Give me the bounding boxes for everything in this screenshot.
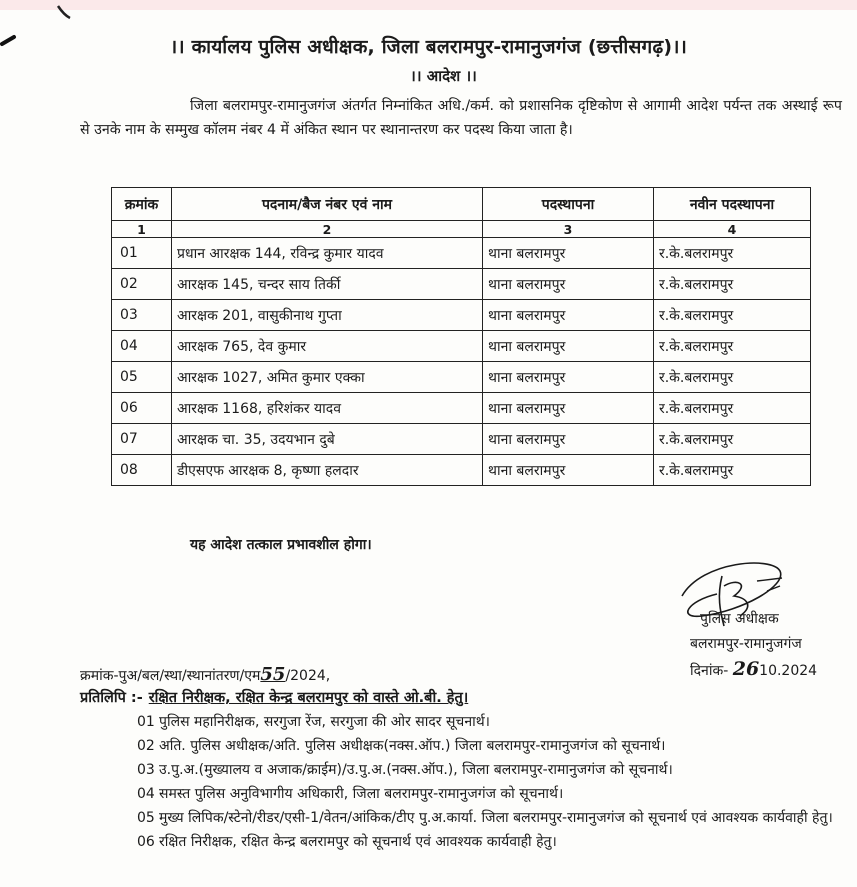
name-cell: प्रधान आरक्षक 144, रविन्द्र कुमार यादव: [172, 238, 483, 269]
column-number-row: [112, 221, 811, 238]
table-row: [112, 300, 811, 331]
table-row: [112, 331, 811, 362]
intro-text: जिला बलरामपुर-रामानुजगंज अंतर्गत निम्नांकित अधि./कर्म. को प्रशासनिक दृष्टिकोण से आगामी आदेश पर्यन्त तक अस्थाई रूप से उनके नाम के सम्मुख कॉलम नंबर 4 में अंकित स्थान पर स्थानान्तरण कर पदस्थ किया जाता है।: [80, 98, 842, 138]
list-item: [137, 830, 847, 854]
serial-cell: 08: [112, 455, 172, 486]
table-row: [112, 393, 811, 424]
list-item-number: 04: [137, 786, 155, 802]
name-cell: आरक्षक चा. 35, उदयभान दुबे: [172, 424, 483, 455]
office-title: ।। कार्यालय पुलिस अधीक्षक, जिला बलरामपुर-रामानुजगंज (छत्तीसगढ़)।।: [169, 36, 688, 58]
list-item-number: 03: [137, 762, 155, 778]
posting-cell: थाना बलरामपुर: [483, 424, 654, 455]
new-posting-cell: र.के.बलरामपुर: [654, 238, 811, 269]
distribution-list: [137, 710, 847, 854]
new-posting-cell: र.के.बलरामपुर: [654, 393, 811, 424]
table-row: [112, 238, 811, 269]
list-item-number: 05: [137, 810, 155, 826]
posting-cell: थाना बलरामपुर: [483, 362, 654, 393]
new-posting-cell: र.के.बलरामपुर: [654, 331, 811, 362]
list-item-number: 02: [137, 738, 155, 754]
name-cell: डीएसएफ आरक्षक 8, कृष्णा हलदार: [172, 455, 483, 486]
signature-block: [690, 607, 817, 684]
new-posting-cell: र.के.बलरामपुर: [654, 455, 811, 486]
table-row: [112, 362, 811, 393]
header-posting: पदस्थापना: [483, 188, 654, 221]
order-heading: ।। आदेश ।।: [410, 67, 477, 85]
reference-prefix: क्रमांक-पुअ/बल/स्था/स्थानांतरण/एम: [80, 668, 261, 684]
serial-cell: 04: [112, 331, 172, 362]
list-item-text: पुलिस महानिरीक्षक, सरगुजा रेंज, सरगुजा की ओर सादर सूचनार्थ।: [159, 714, 490, 730]
posting-cell: थाना बलरामपुर: [483, 331, 654, 362]
name-cell: आरक्षक 765, देव कुमार: [172, 331, 483, 362]
list-item-text: रक्षित निरीक्षक, रक्षित केन्द्र बलरामपुर को सूचनार्थ एवं आवश्यक कार्यवाही हेतु।: [159, 834, 557, 850]
date-label: दिनांक-: [690, 663, 729, 679]
top-edge-strip: [0, 0, 857, 10]
table-row: [112, 424, 811, 455]
list-item-text: अति. पुलिस अधीक्षक/अति. पुलिस अधीक्षक(नक्स.ऑप.) जिला बलरामपुर-रामानुजगंज को सूचनार्थ।: [159, 738, 666, 754]
new-posting-cell: र.के.बलरामपुर: [654, 362, 811, 393]
list-item-text: समस्त पुलिस अनुविभागीय अधिकारी, जिला बलरामपुर-रामानुजगंज को सूचनार्थ।: [159, 786, 564, 802]
new-posting-cell: र.के.बलरामपुर: [654, 300, 811, 331]
date-rest: 10.2024: [759, 663, 818, 679]
transfer-table: [111, 187, 811, 486]
posting-cell: थाना बलरामपुर: [483, 238, 654, 269]
reference-suffix: /2024,: [285, 668, 331, 684]
list-item: [137, 734, 847, 758]
serial-cell: 07: [112, 424, 172, 455]
serial-cell: 01: [112, 238, 172, 269]
column-number: 3: [483, 221, 654, 238]
table-row: [112, 455, 811, 486]
list-item-number: 01: [137, 714, 155, 730]
header-name: पदनाम/बैज नंबर एवं नाम: [172, 188, 483, 221]
table-row: [112, 269, 811, 300]
copy-label: प्रतिलिपि :-: [80, 690, 143, 706]
column-number: 4: [654, 221, 811, 238]
serial-cell: 05: [112, 362, 172, 393]
table-header-row: [112, 188, 811, 221]
sp-designation: पुलिस अधीक्षक: [700, 611, 779, 627]
list-item: [137, 782, 847, 806]
serial-cell: 06: [112, 393, 172, 424]
reference-handwritten-number: 55: [260, 664, 286, 685]
order-date: [690, 657, 817, 684]
list-item-text: उ.पु.अ.(मुख्यालय व अजाक/क्राईम)/उ.पु.अ.(नक्स.ऑप.), जिला बलरामपुर-रामानुजगंज को सूचनार्थ।: [159, 762, 673, 778]
column-number: 1: [112, 221, 172, 238]
name-cell: आरक्षक 201, वासुकीनाथ गुप्ता: [172, 300, 483, 331]
name-cell: आरक्षक 1027, अमित कुमार एक्का: [172, 362, 483, 393]
copy-to-line: [80, 687, 468, 707]
sp-district: बलरामपुर-रामानुजगंज: [690, 636, 802, 652]
header-serial: क्रमांक: [112, 188, 172, 221]
reference-number: [80, 664, 330, 685]
intro-paragraph: [80, 94, 842, 142]
posting-cell: थाना बलरामपुर: [483, 393, 654, 424]
date-day: 26: [732, 658, 760, 680]
posting-cell: थाना बलरामपुर: [483, 455, 654, 486]
list-item: [137, 710, 847, 734]
copy-target: रक्षित निरीक्षक, रक्षित केन्द्र बलरामपुर को वास्ते ओ.बी. हेतु।: [148, 690, 469, 706]
list-item-number: 06: [137, 834, 155, 850]
list-item: [137, 758, 847, 782]
list-item: [137, 806, 847, 830]
effective-statement: यह आदेश तत्काल प्रभावशील होगा।: [190, 537, 372, 553]
name-cell: आरक्षक 145, चन्दर साय तिर्की: [172, 269, 483, 300]
serial-cell: 02: [112, 269, 172, 300]
column-number: 2: [172, 221, 483, 238]
posting-cell: थाना बलरामपुर: [483, 269, 654, 300]
header-new-posting: नवीन पदस्थापना: [654, 188, 811, 221]
new-posting-cell: र.के.बलरामपुर: [654, 424, 811, 455]
new-posting-cell: र.के.बलरामपुर: [654, 269, 811, 300]
serial-cell: 03: [112, 300, 172, 331]
name-cell: आरक्षक 1168, हरिशंकर यादव: [172, 393, 483, 424]
list-item-text: मुख्य लिपिक/स्टेनो/रीडर/एसी-1/वेतन/आंकिक/टीए पु.अ.कार्या. जिला बलरामपुर-रामानुजगंज को सूचनार्थ एवं आवश्यक कार्यवाही हेतु।: [159, 810, 833, 826]
posting-cell: थाना बलरामपुर: [483, 300, 654, 331]
